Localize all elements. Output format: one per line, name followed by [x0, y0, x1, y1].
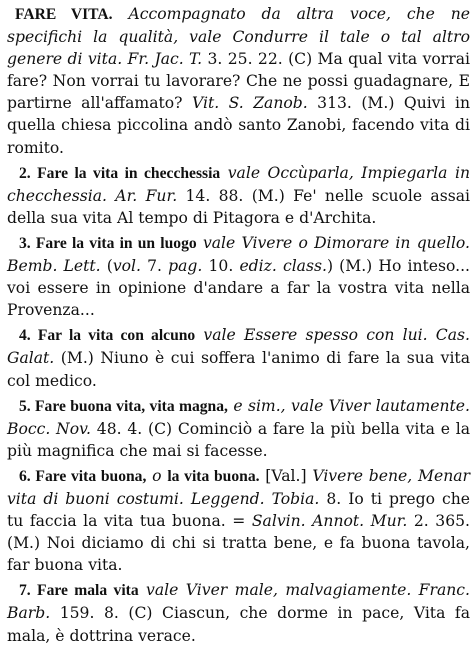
entry-text: 3. 25. 22. (C) Ma qual vita vorrai fare? Non vorrai tu lavorare? Che ne possi guadagnare, E partirne all'affamato?: [7, 50, 470, 113]
dictionary-entry-3: [7, 232, 470, 321]
entry-headword: FARE VITA.: [15, 6, 113, 23]
entry-italic-text: vale Viver male, malvagiamente. Franc. Barb.: [7, 581, 470, 623]
dictionary-entry-5: [7, 395, 470, 462]
entry-text: 7.: [141, 257, 169, 276]
dictionary-entry-1: [7, 3, 470, 159]
entry-text: 159. 8. (C) Ciascun, che dorme in pace, Vita fa mala, è dottrina verace.: [7, 604, 470, 645]
dictionary-entry-6: [7, 465, 470, 576]
entry-italic-text: o: [146, 466, 168, 485]
entry-headword: 4. Far la vita con alcuno: [19, 327, 196, 345]
entry-italic-text: Vit. S. Zanob.: [182, 94, 308, 113]
entry-headword: 5. Fare buona vita, vita magna,: [19, 397, 228, 415]
entry-headword: 7. Fare mala vita: [19, 582, 139, 600]
entry-italic-text: vale Essere spesso con lui. Cas. Galat.: [7, 326, 470, 368]
entry-text: (M.) Niuno è cui soffera l'animo di fare la sua vita col medico.: [7, 349, 470, 390]
dictionary-entry-7: [7, 579, 470, 646]
entry-headword: la vita buona.: [167, 467, 260, 485]
entry-italic-text: e sim., vale Viver lautamente. Bocc. Nov.: [7, 396, 470, 438]
entry-text: 10.: [202, 257, 240, 276]
entry-italic-text: pag.: [168, 257, 203, 276]
entry-text: 48. 4. (C) Cominciò a fare la più bella vita e la più magnifica che mai si facesse.: [7, 419, 470, 460]
entry-text: 8. Io ti prego che tu faccia la vita tua buona. =: [7, 489, 470, 531]
entry-headword: 2. Fare la vita in checchessia: [19, 164, 221, 182]
entry-text: (: [100, 257, 113, 276]
entry-italic-text: Accompagnato da altra voce, che ne specifichi la qualità, vale Condurre il tale o tal altro genere di vita. Fr. Jac. T.: [7, 5, 471, 69]
entry-italic-text: vale Vivere o Dimorare in quello. Bemb. Lett.: [7, 233, 471, 276]
entry-italic-text: ediz. class.: [239, 257, 327, 276]
dictionary-entry-4: [7, 324, 470, 391]
dictionary-entry-2: [7, 162, 470, 229]
entry-italic-text: vale Occùparla, Impiegarla in checchessia. Ar. Fur.: [7, 163, 470, 205]
entry-headword: 3. Fare la vita in un luogo: [19, 234, 197, 252]
entry-headword: 6. Fare vita buona,: [19, 467, 147, 485]
entry-text: ) (M.) Ho inteso... voi essere in opinione d'andare a far la vostra vita nella Provenza...: [7, 257, 471, 320]
entry-text: [Val.]: [259, 466, 313, 485]
entry-text: 14. 88. (M.) Fe' nelle scuole assai della sua vita Al tempo di Pitagora e d'Archita.: [7, 186, 471, 227]
entry-italic-text: Salvin. Annot. Mur.: [251, 512, 408, 531]
entry-text: 2. 365. (M.) Noi diciamo di chi si tratta bene, e fa buona tavola, far buona vita.: [7, 512, 471, 575]
entry-italic-text: vol.: [112, 257, 141, 276]
entry-text: 313. (M.) Quivi in quella chiesa piccolina andò santo Zanobi, facendo vita di romito.: [7, 94, 471, 157]
entry-italic-text: Vivere bene, Menar vita di buoni costumi. Leggend. Tobia.: [7, 466, 471, 508]
